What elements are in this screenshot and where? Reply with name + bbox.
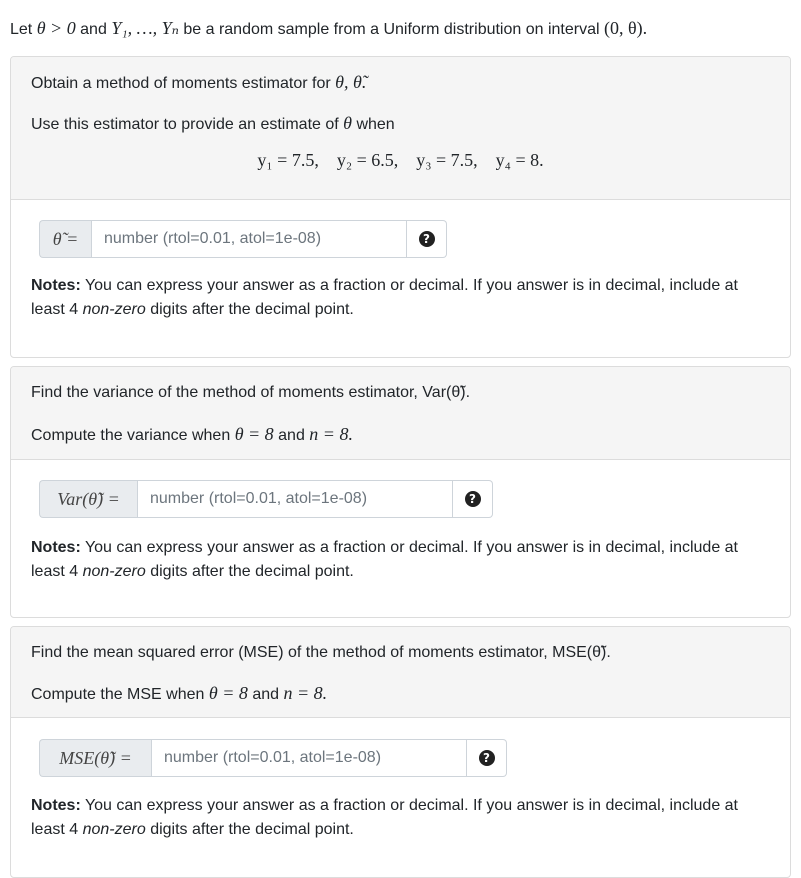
part1-notes-text2: digits after the decimal point.	[150, 301, 354, 318]
part2-question	[11, 367, 790, 460]
part1-notes-em: non-zero	[82, 301, 146, 318]
part1-card	[10, 56, 791, 358]
part3-question	[11, 627, 790, 718]
part2-notes	[31, 536, 770, 584]
part3-line2-and: and	[252, 686, 280, 703]
part1-line1-math: θ, θ̃.	[335, 72, 367, 92]
intro-prefix: Let	[10, 21, 33, 38]
part1-answer-prefix: θ̃ =	[39, 220, 91, 258]
part2-line2-math: θ = 8	[234, 424, 274, 444]
part2-answer-group	[39, 480, 493, 518]
intro-suffix: be a random sample from a Uniform distribution on interval	[183, 21, 600, 38]
part1-data-values: y₁ = 7.5, y₂ = 6.5, y₃ = 7.5, y₄ = 8.	[257, 150, 544, 170]
part2-card	[10, 366, 791, 618]
part1-help-button[interactable]	[407, 220, 447, 258]
part1-line2-text: Use this estimator to provide an estimate of	[31, 116, 339, 133]
part2-notes-text1: You can express your answer as a fraction or decimal. If you answer is in decimal, include at least 4	[31, 539, 738, 580]
part3-notes-label: Notes:	[31, 797, 81, 814]
part3-line2	[31, 681, 327, 707]
part1-notes-label: Notes:	[31, 277, 81, 294]
part3-help-button[interactable]	[467, 739, 507, 777]
part3-notes-text2: digits after the decimal point.	[150, 821, 354, 838]
part1-line2	[31, 111, 395, 137]
intro-and: and	[80, 21, 107, 38]
part3-answer-input[interactable]	[151, 739, 467, 777]
intro-math-interval: (0, θ).	[604, 18, 648, 38]
part1-line2-suffix: when	[356, 116, 395, 133]
intro-math-sample: Y₁, …, Yₙ	[111, 18, 179, 38]
question-circle-icon: ?	[479, 750, 495, 766]
part3-notes-em: non-zero	[82, 821, 146, 838]
part3-line1: Find the mean squared error (MSE) of the method of moments estimator, MSE(θ̃).	[31, 644, 611, 661]
part3-line2-text: Compute the MSE when	[31, 686, 205, 703]
part1-answer-group	[39, 220, 447, 258]
part2-answer-input[interactable]	[137, 480, 453, 518]
part3-notes	[31, 794, 770, 842]
question-circle-icon: ?	[465, 491, 481, 507]
part2-notes-text2: digits after the decimal point.	[150, 563, 354, 580]
intro-math-theta: θ > 0	[36, 18, 76, 38]
part2-line1: Find the variance of the method of moments estimator, Var(θ̃).	[31, 384, 471, 401]
part3-answer-group	[39, 739, 507, 777]
problem-intro	[10, 16, 647, 42]
part3-notes-text1: You can express your answer as a fraction or decimal. If you answer is in decimal, include at least 4	[31, 797, 738, 838]
part3-line2-math: θ = 8	[208, 683, 248, 703]
part1-line1-text: Obtain a method of moments estimator for	[31, 75, 331, 92]
part1-line2-math: θ	[343, 113, 352, 133]
part3-card	[10, 626, 791, 878]
part1-question	[11, 57, 790, 200]
part2-line2-text: Compute the variance when	[31, 427, 231, 444]
part2-line2-and: and	[278, 427, 305, 444]
part2-notes-em: non-zero	[82, 563, 146, 580]
part2-line2	[31, 422, 353, 448]
part2-line2-math2: n = 8.	[309, 424, 353, 444]
question-circle-icon: ?	[419, 231, 435, 247]
part1-notes	[31, 274, 770, 322]
part3-line2-math2: n = 8.	[283, 683, 328, 703]
part2-help-button[interactable]	[453, 480, 493, 518]
part1-line1	[31, 70, 366, 96]
part1-answer-input[interactable]	[91, 220, 407, 258]
part3-answer-prefix: MSE(θ̃) =	[39, 739, 151, 777]
part2-answer-prefix: Var(θ̃) =	[39, 480, 137, 518]
part2-notes-label: Notes:	[31, 539, 81, 556]
part1-notes-text1: You can express your answer as a fraction or decimal. If you answer is in decimal, include at least 4	[31, 277, 738, 318]
